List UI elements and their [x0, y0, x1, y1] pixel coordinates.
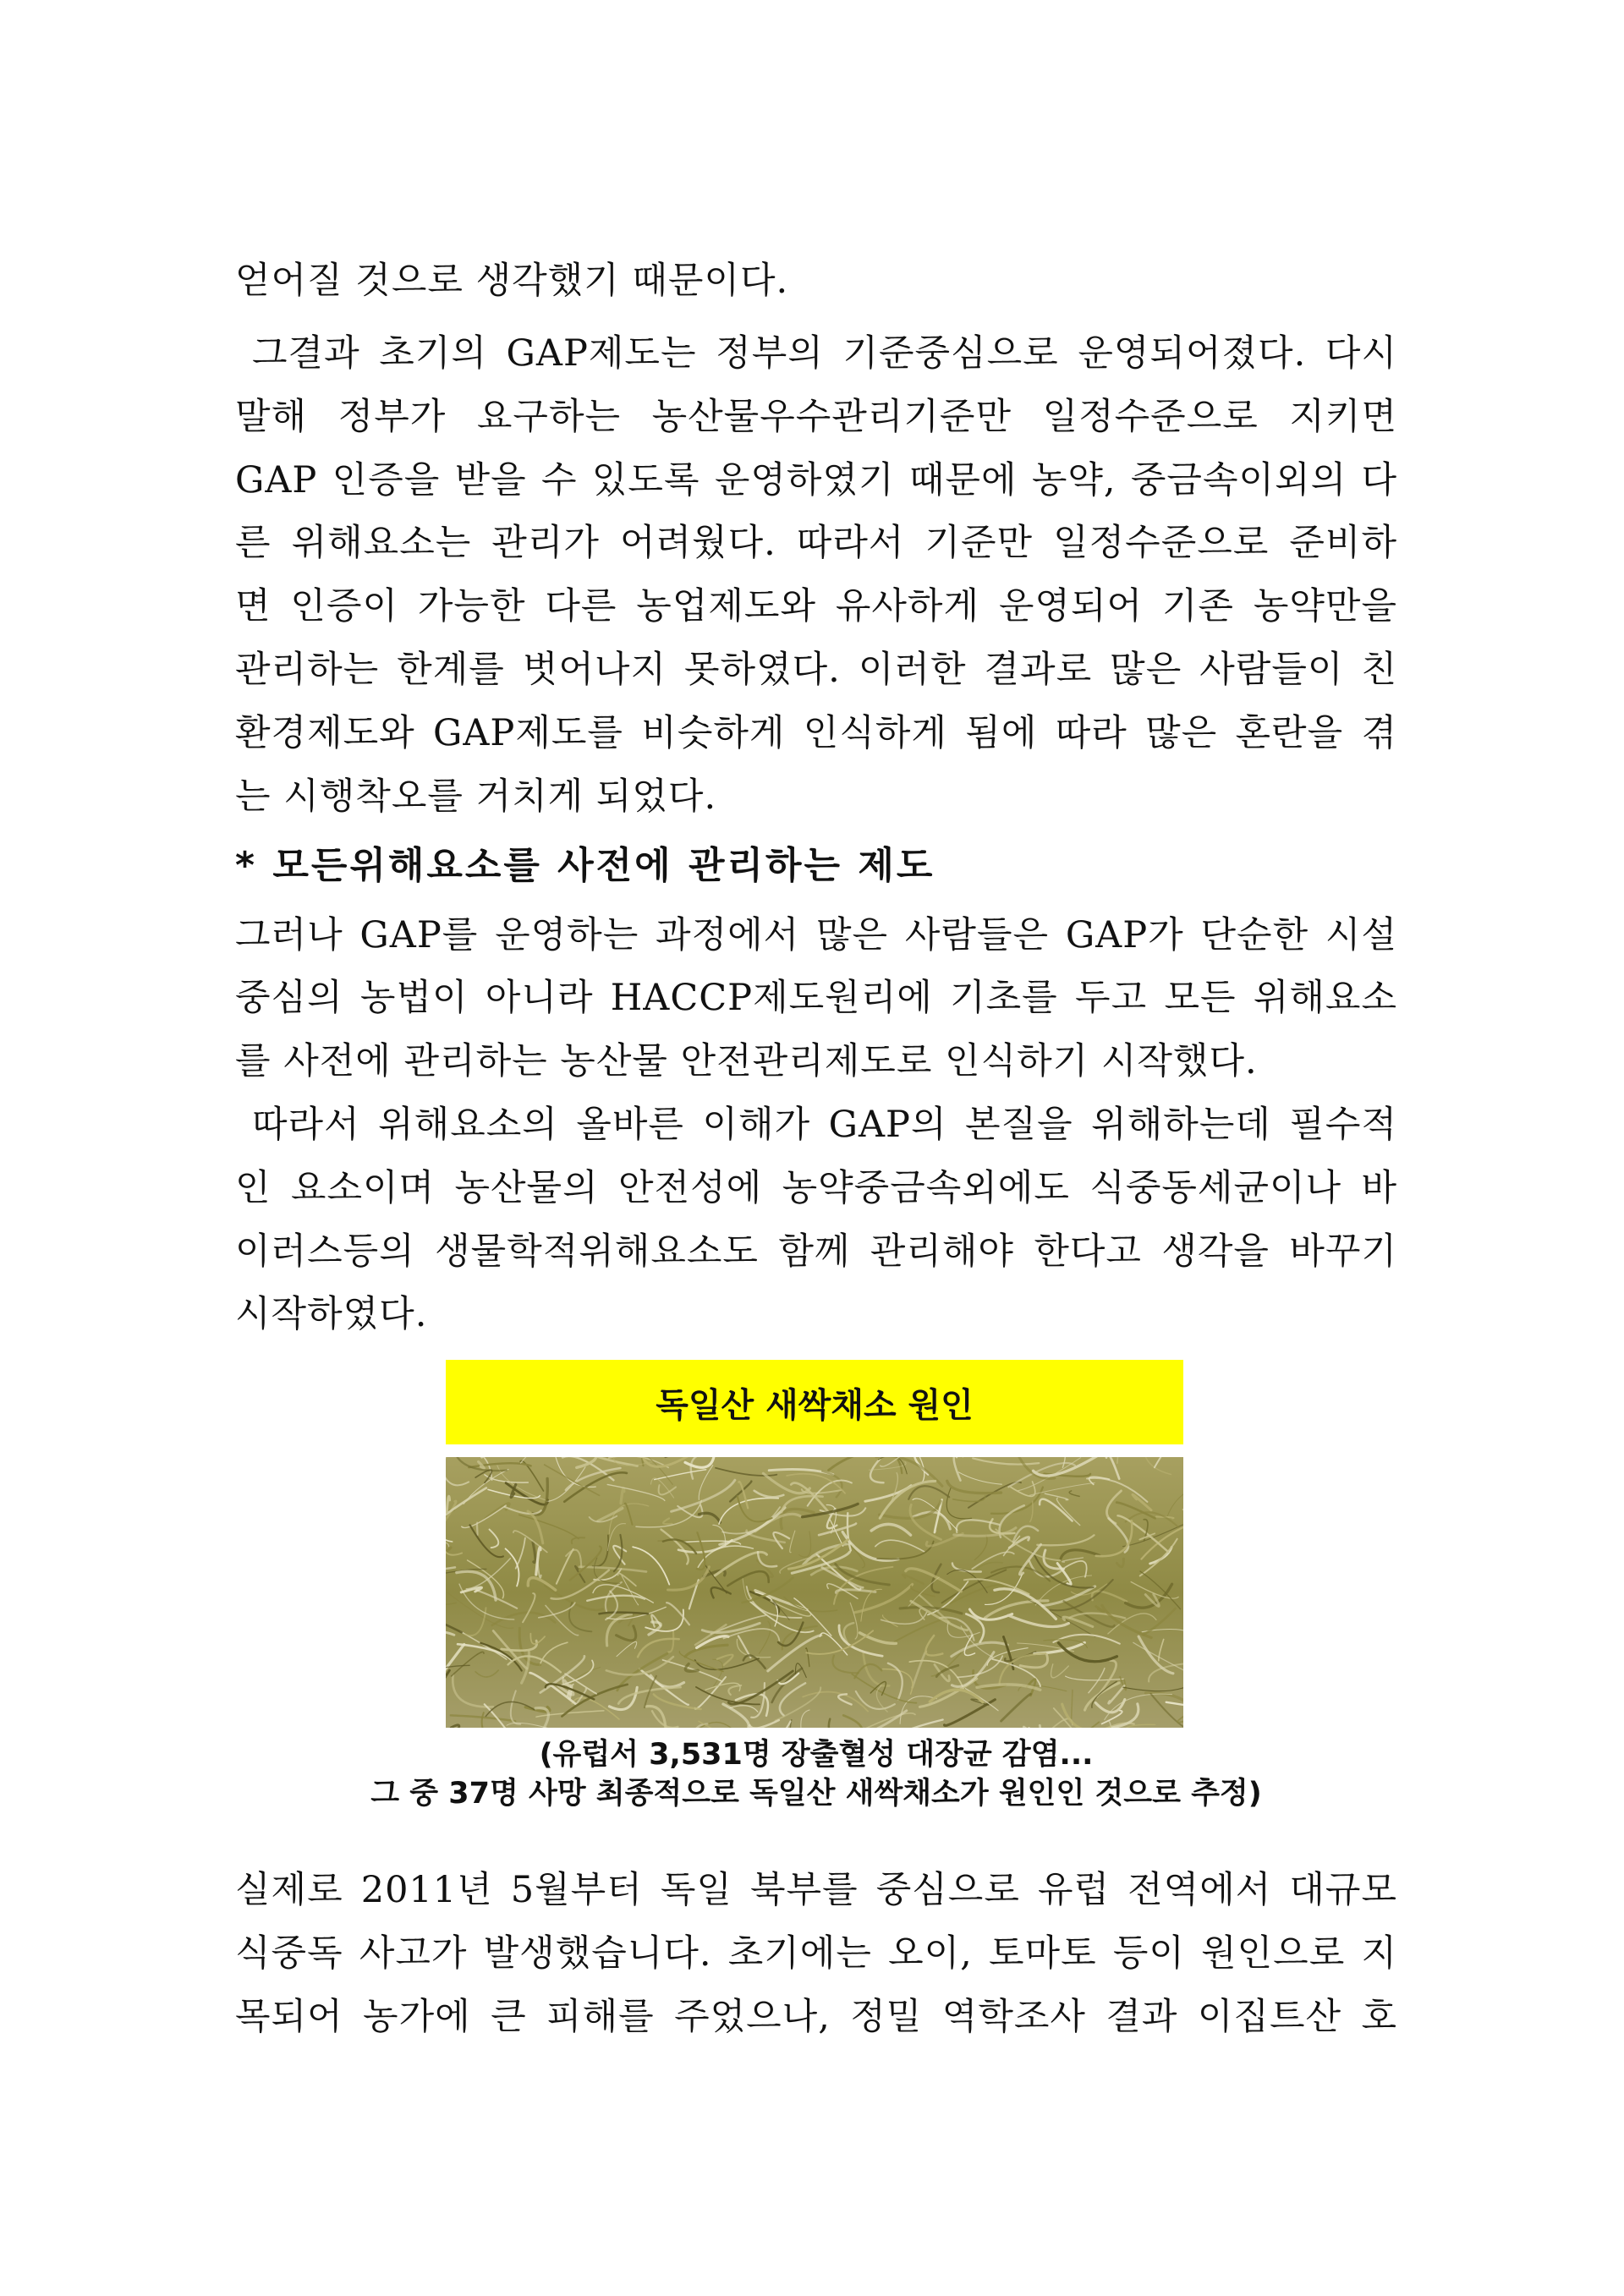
paragraph-line: 따라서 위해요소의 올바른 이해가 GAP의 본질을 위해하는데 필수적 [252, 1104, 1397, 1146]
paragraph-line: 실제로 2011년 5월부터 독일 북부를 중심으로 유럽 전역에서 대규모 [235, 1869, 1397, 1911]
paragraph-line: 말해 정부가 요구하는 농산물우수관리기준만 일정수준으로 지키면 [235, 396, 1397, 438]
sprout-stem [477, 1522, 478, 1535]
paragraph-line: 얻어질 것으로 생각했기 때문이다. [235, 260, 789, 302]
paragraph-line: 를 사전에 관리하는 농산물 안전관리제도로 인식하기 시작했다. [235, 1040, 1258, 1082]
figure [446, 1360, 1183, 1728]
paragraph-line: 시작하였다. [235, 1293, 428, 1335]
paragraph-line: GAP 인증을 받을 수 있도록 운영하였기 때문에 농약, 중금속이외의 다 [235, 459, 1397, 501]
paragraph-line: 그결과 초기의 GAP제도는 정부의 기준중심으로 운영되어졌다. 다시 [252, 332, 1397, 375]
paragraph-line: 환경제도와 GAP제도를 비슷하게 인식하게 됨에 따라 많은 혼란을 겪 [235, 712, 1397, 754]
figure-caption-line: (유럽서 3,531명 장출혈성 대장균 감염... [539, 1738, 1094, 1772]
paragraph-line: 인 요소이며 농산물의 안전성에 농약중금속외에도 식중동세균이나 바 [235, 1167, 1397, 1209]
paragraph-line: 식중독 사고가 발생했습니다. 초기에는 오이, 토마토 등이 원인으로 지 [235, 1932, 1397, 1975]
paragraph-line: 목되어 농가에 큰 피해를 주었으나, 정밀 역학조사 결과 이집트산 호 [235, 1996, 1397, 2038]
paragraph-line: 중심의 농법이 아니라 HACCP제도원리에 기초를 두고 모든 위해요소 [235, 977, 1397, 1019]
figure-title: 독일산 새싹채소 원인 [446, 1360, 1183, 1444]
paragraph-line: 른 위해요소는 관리가 어려웠다. 따라서 기준만 일정수준으로 준비하 [235, 522, 1397, 564]
figure-caption-line: 그 중 37명 사망 최종적으로 독일산 새싹채소가 원인인 것으로 추정) [370, 1777, 1262, 1811]
paragraph-line: 그러나 GAP를 운영하는 과정에서 많은 사람들은 GAP가 단순한 시설 [235, 914, 1397, 956]
paragraph-line: 관리하는 한계를 벗어나지 못하였다. 이러한 결과로 많은 사람들이 친 [235, 649, 1397, 691]
paragraph-line: 이러스등의 생물학적위해요소도 함께 관리해야 한다고 생각을 바꾸기 [235, 1230, 1397, 1273]
paragraph-line: 는 시행착오를 거치게 되었다. [235, 775, 717, 818]
sprouts-photo [446, 1457, 1183, 1728]
section-heading: * 모든위해요소를 사전에 관리하는 제도 [235, 844, 935, 887]
paragraph-line: 면 인증이 가능한 다른 농업제도와 유사하게 운영되어 기존 농약만을 [235, 585, 1397, 627]
